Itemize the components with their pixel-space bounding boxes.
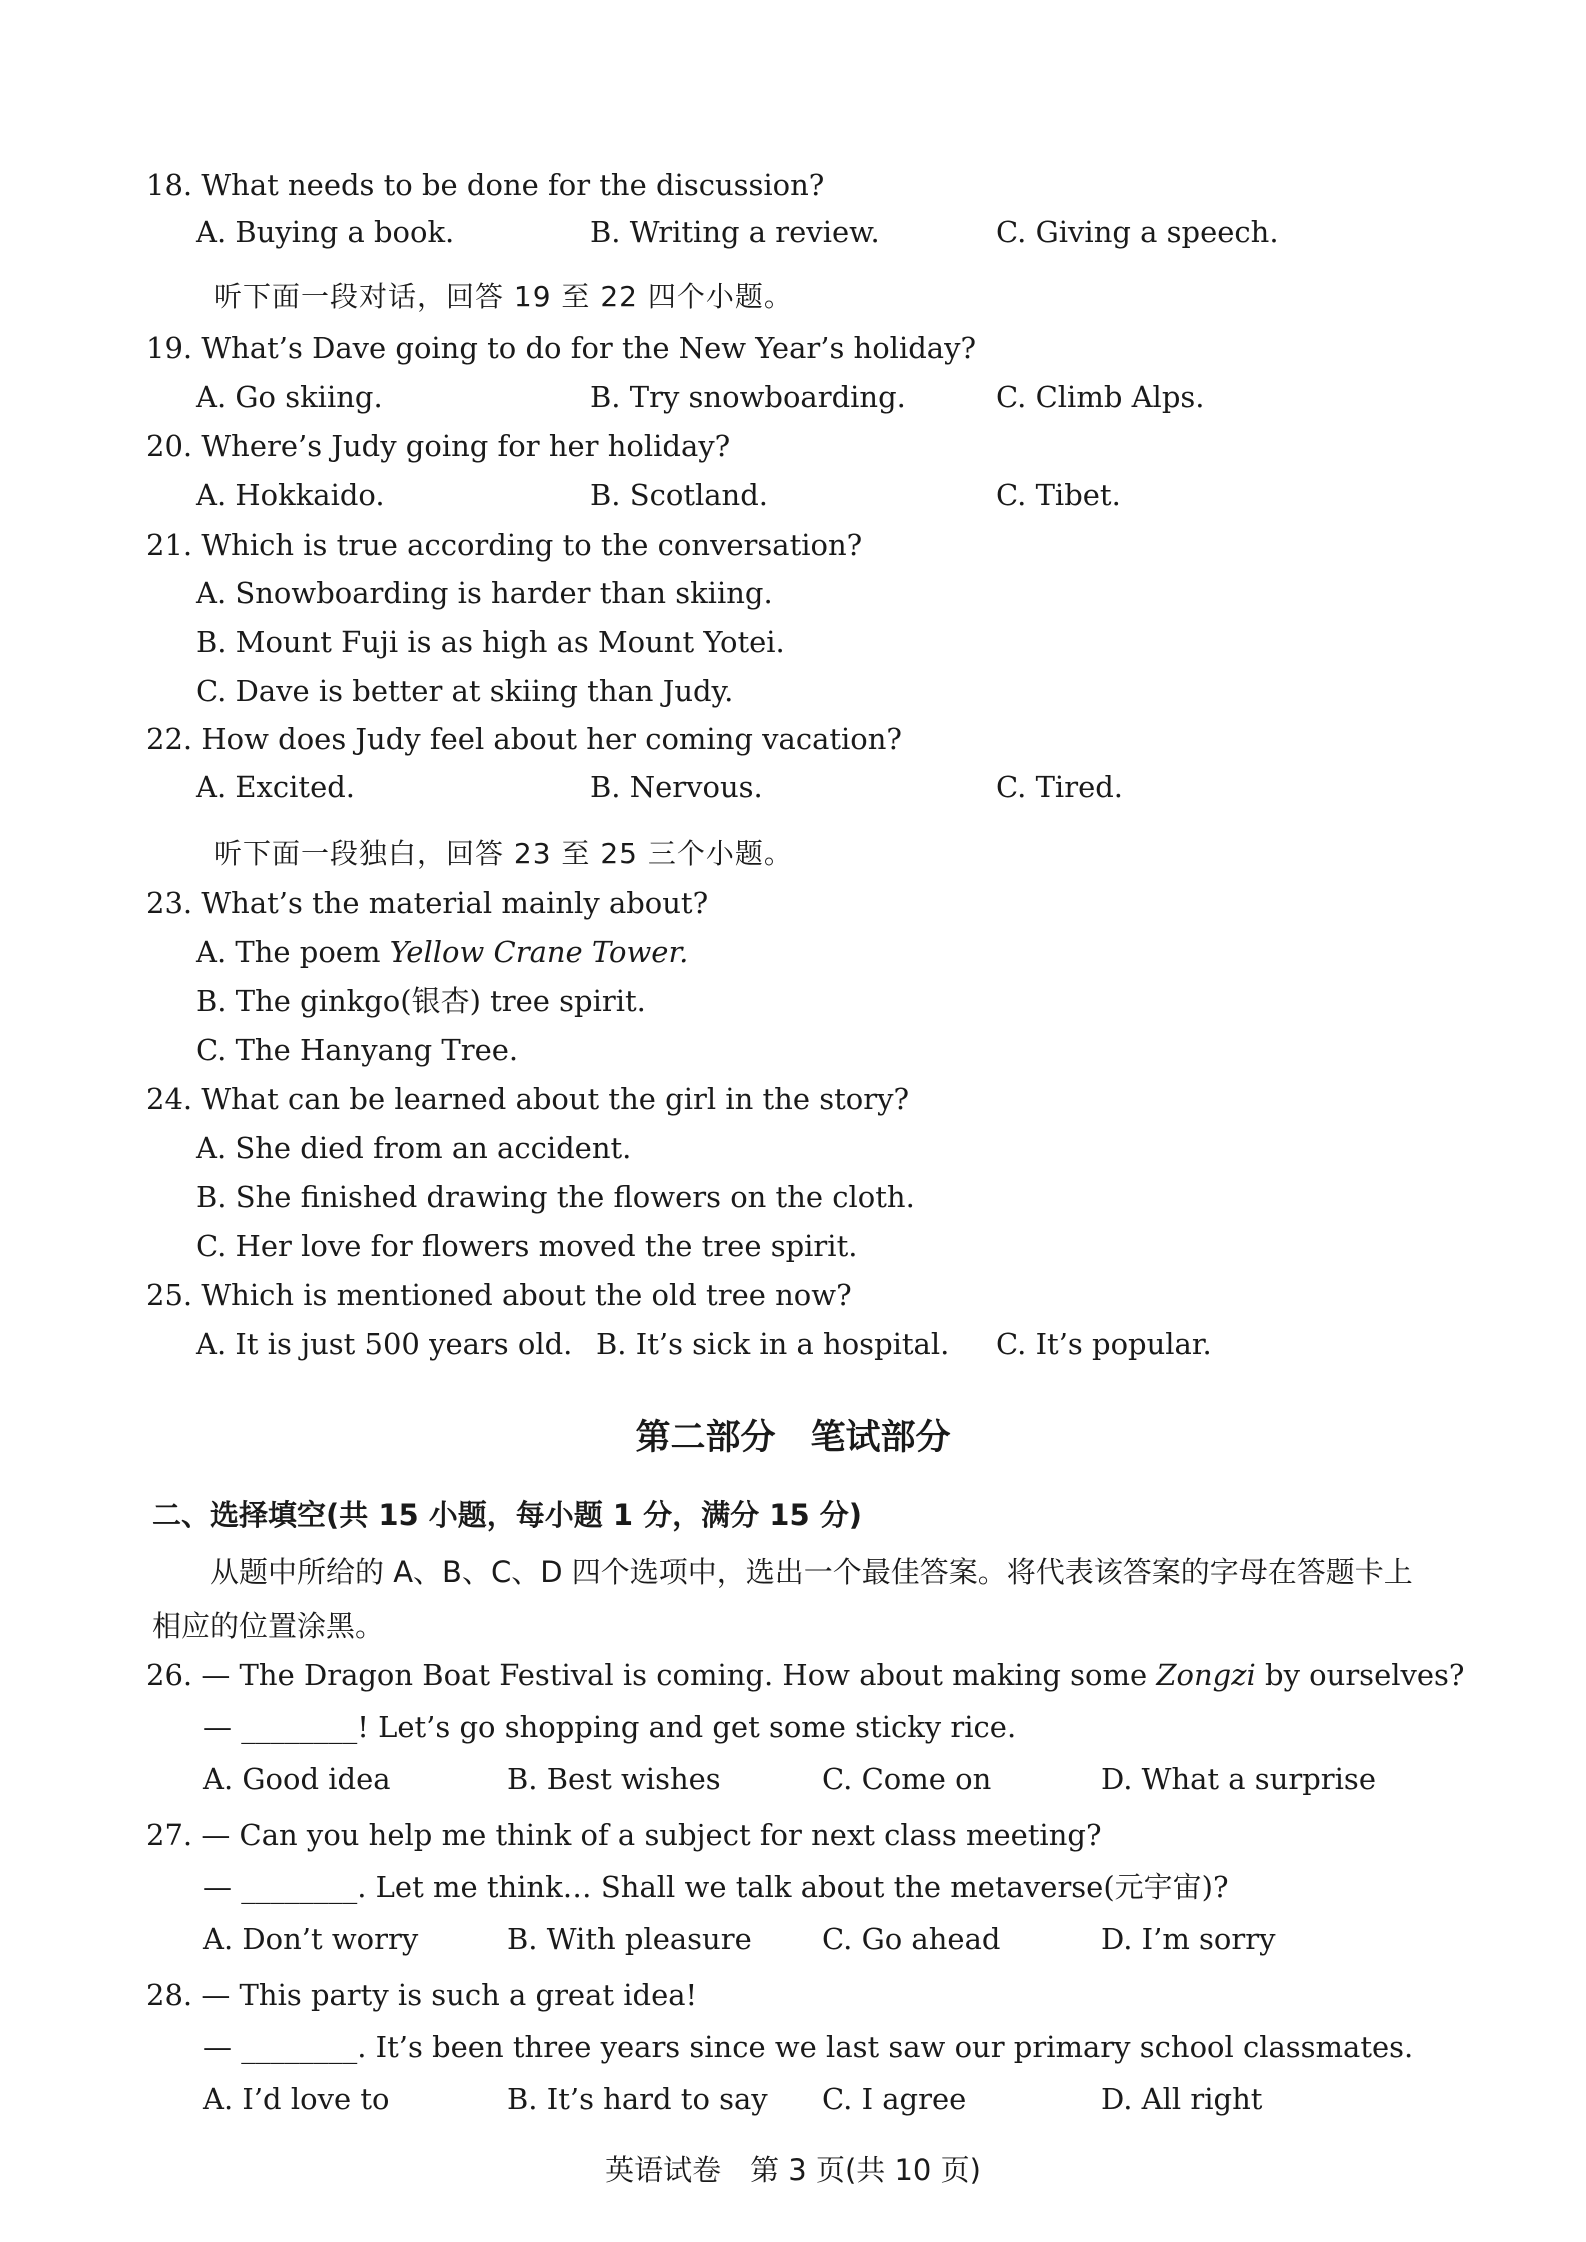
question-20-stem: 20. Where’s Judy going for her holiday? xyxy=(146,429,731,463)
question-23-option-c: C. The Hanyang Tree. xyxy=(196,1033,519,1067)
question-27-option-b: B. With pleasure xyxy=(507,1922,752,1956)
question-26-option-d: D. What a surprise xyxy=(1101,1762,1376,1796)
question-26-option-a: A. Good idea xyxy=(203,1762,391,1796)
question-21-option-a: A. Snowboarding is harder than skiing. xyxy=(196,576,773,610)
question-28-option-c: C. I agree xyxy=(822,2082,967,2116)
zongzi-word: Zongzi xyxy=(1156,1658,1256,1692)
question-23-stem: 23. What’s the material mainly about? xyxy=(146,886,709,920)
question-22-option-a: A. Excited. xyxy=(196,770,356,804)
question-28-option-d: D. All right xyxy=(1101,2082,1263,2116)
question-28-line-2: — ________. It’s been three years since we last saw our primary school classmates. xyxy=(203,2030,1414,2064)
question-18-stem: 18. What needs to be done for the discussion? xyxy=(146,168,825,202)
listening-instruction-19-22: 听下面一段对话，回答 19 至 22 四个小题。 xyxy=(214,280,793,313)
question-26-option-c: C. Come on xyxy=(822,1762,992,1796)
question-22-option-b: B. Nervous. xyxy=(590,770,763,804)
question-22-stem: 22. How does Judy feel about her coming vacation? xyxy=(146,722,902,756)
question-19-option-a: A. Go skiing. xyxy=(196,380,383,414)
question-23-option-b: B. The ginkgo(银杏) tree spirit. xyxy=(196,984,646,1018)
question-26-line-1 xyxy=(146,1656,1464,1694)
question-21-option-b: B. Mount Fuji is as high as Mount Yotei. xyxy=(196,625,785,659)
question-28-line-1: 28. — This party is such a great idea! xyxy=(146,1978,698,2012)
question-27-option-c: C. Go ahead xyxy=(822,1922,1001,1956)
question-25-option-c: C. It’s popular. xyxy=(996,1327,1212,1361)
question-24-option-a: A. She died from an accident. xyxy=(196,1131,632,1165)
question-23-option-a xyxy=(196,933,688,971)
question-27-option-a: A. Don’t worry xyxy=(203,1922,419,1956)
question-28-option-b: B. It’s hard to say xyxy=(507,2082,768,2116)
section-title: 第二部分 笔试部分 xyxy=(635,1418,951,1458)
question-25-option-a: A. It is just 500 years old. xyxy=(196,1327,573,1361)
section-instructions: 从题中所给的 A、B、C、D 四个选项中，选出一个最佳答案。将代表该答案的字母在答题卡上相应的位置涂黑。 xyxy=(152,1555,1413,1643)
question-26-line-1-text: 26. — The Dragon Boat Festival is coming. How about making some xyxy=(146,1658,1157,1692)
question-20-option-c: C. Tibet. xyxy=(996,478,1121,512)
question-21-option-c: C. Dave is better at skiing than Judy. xyxy=(196,674,734,708)
question-27-line-1: 27. — Can you help me think of a subject for next class meeting? xyxy=(146,1818,1102,1852)
question-28-option-a: A. I’d love to xyxy=(203,2082,390,2116)
question-19-option-c: C. Climb Alps. xyxy=(996,380,1205,414)
question-21-stem: 21. Which is true according to the conversation? xyxy=(146,528,863,562)
question-27-option-d: D. I’m sorry xyxy=(1101,1922,1276,1956)
question-24-option-c: C. Her love for flowers moved the tree spirit. xyxy=(196,1229,858,1263)
listening-instruction-23-25: 听下面一段独白，回答 23 至 25 三个小题。 xyxy=(214,837,793,870)
question-18-option-b: B. Writing a review. xyxy=(590,215,880,249)
question-20-option-a: A. Hokkaido. xyxy=(196,478,385,512)
question-23-option-a-text: A. The poem xyxy=(196,935,390,969)
question-24-option-b: B. She finished drawing the flowers on the cloth. xyxy=(196,1180,915,1214)
question-26-option-b: B. Best wishes xyxy=(507,1762,721,1796)
question-27-line-2: — ________. Let me think… Shall we talk about the metaverse(元宇宙)? xyxy=(203,1870,1229,1904)
question-26-line-1-end: by ourselves? xyxy=(1255,1658,1465,1692)
question-19-option-b: B. Try snowboarding. xyxy=(590,380,906,414)
question-22-option-c: C. Tired. xyxy=(996,770,1124,804)
question-26-line-2: — ________! Let’s go shopping and get some sticky rice. xyxy=(203,1710,1017,1744)
question-24-stem: 24. What can be learned about the girl in the story? xyxy=(146,1082,910,1116)
section-heading: 二、选择填空(共 15 小题，每小题 1 分，满分 15 分) xyxy=(152,1498,862,1532)
question-18-option-a: A. Buying a book. xyxy=(196,215,455,249)
question-20-option-b: B. Scotland. xyxy=(590,478,768,512)
question-25-option-b: B. It’s sick in a hospital. xyxy=(596,1327,950,1361)
question-18-option-c: C. Giving a speech. xyxy=(996,215,1279,249)
question-25-stem: 25. Which is mentioned about the old tree now? xyxy=(146,1278,852,1312)
poem-title: Yellow Crane Tower. xyxy=(389,935,689,969)
page-footer: 英语试卷 第 3 页(共 10 页) xyxy=(605,2153,981,2187)
question-19-stem: 19. What’s Dave going to do for the New Year’s holiday? xyxy=(146,331,977,365)
